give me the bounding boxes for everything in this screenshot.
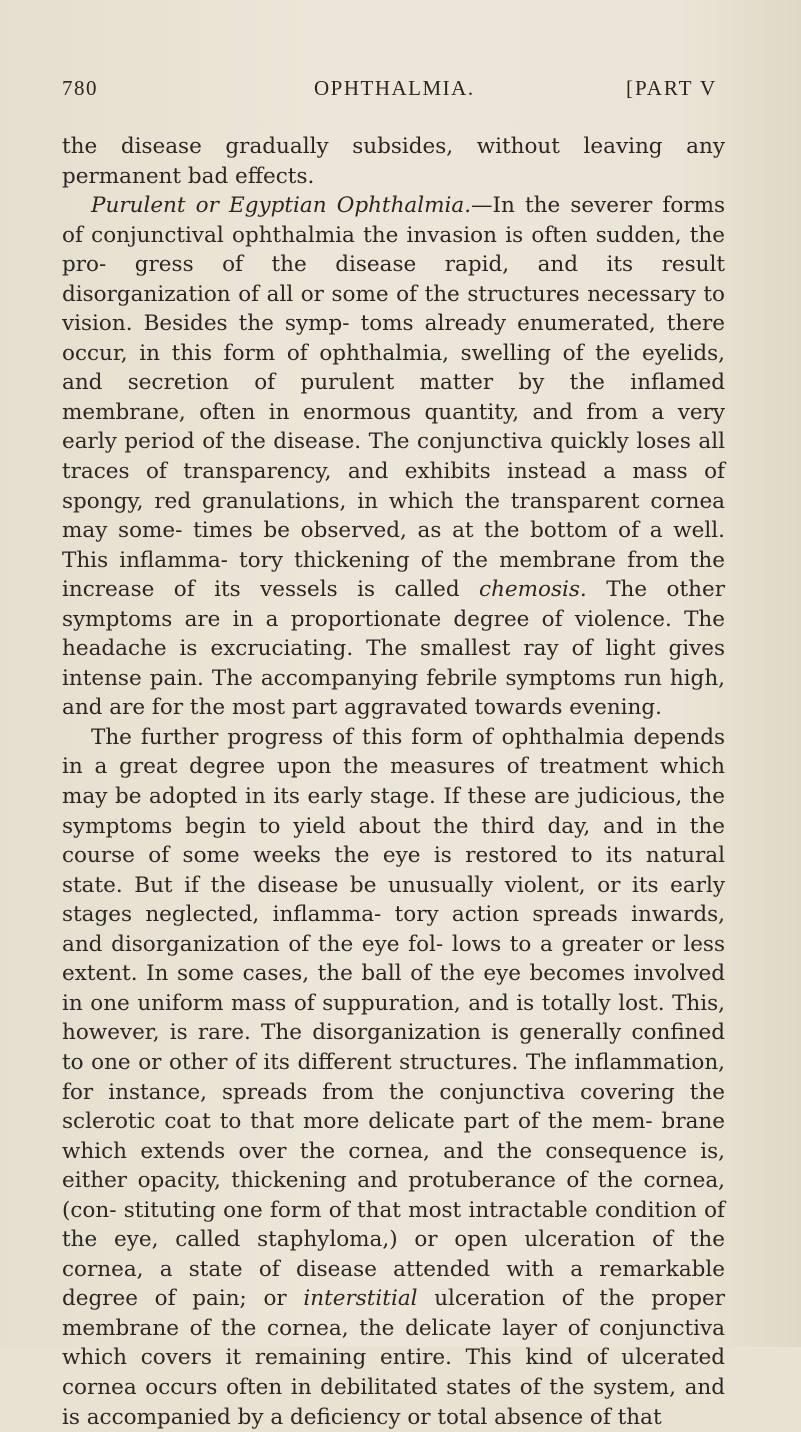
- section-heading: Purulent or Egyptian Ophthalmia.: [91, 193, 472, 219]
- paragraph-text: the disease gradually subsides, without leaving any permanent bad effects.: [62, 134, 725, 189]
- paragraph-text-continued: The other symptoms are in a proportionate degree of violence. The headache is excruciating. The smallest ray of light gives intense pain. The accompanying febrile symptoms run high, and are for the most part aggravated towards evening.: [62, 577, 725, 721]
- part-label: [PART V: [626, 76, 718, 100]
- paragraph-purulent-ophthalmia: [62, 191, 725, 723]
- paragraph-text: —In the severer forms of conjunctival ophthalmia the invasion is often sudden, the pro- gress of the disease rapid, and its result disorganization of all or some of the structures necessary to vision. Besides the symp- toms already enumerated, there occur, in this form of ophthalmia, swelling of the eyelids, and secretion of purulent matter by the inflamed membrane, often in enormous quantity, and from a very early period of the disease. The conjunctiva quickly loses all traces of transparency, and exhibits instead a mass of spongy, red granulations, in which the transparent cornea may some- times be observed, as at the bottom of a well. This inflamma- tory thickening of the membrane from the increase of its vessels is called: [62, 193, 725, 603]
- paragraph-continuation: [62, 132, 725, 191]
- paragraph-text: The further progress of this form of ophthalmia depends in a great degree upon the measures of treatment which may be adopted in its early stage. If these are judicious, the symptoms begin to yield about the third day, and in the course of some weeks the eye is restored to its natural state. But if the disease be unusually violent, or its early stages neglected, inflamma- tory action spreads inwards, and disorganization of the eye fol- lows to a greater or less extent. In some cases, the ball of the eye becomes involved in one uniform mass of suppuration, and is totally lost. This, however, is rare. The disorganization is generally confined to one or other of its different structures. The inflammation, for instance, spreads from the conjunctiva covering the sclerotic coat to that more delicate part of the mem- brane which extends over the cornea, and the consequence is, either opacity, thickening and protuberance of the cornea, (con- stituting one form of that most intractable condition of the eye, called staphyloma,) or open ulceration of the cornea, a state of disease attended with a remarkable degree of pain; or: [62, 724, 725, 1312]
- running-title: OPHTHALMIA.: [314, 76, 475, 100]
- page-header: [62, 76, 722, 112]
- italic-term: chemosis.: [479, 577, 587, 603]
- italic-term: interstitial: [303, 1286, 418, 1312]
- paragraph-further-progress: [62, 723, 725, 1432]
- body-text: [62, 132, 725, 1432]
- paragraph-text-continued: ulceration of the proper membrane of the cornea, the delicate layer of conjunctiva which covers it remaining entire. This kind of ulcerated cornea occurs often in debilitated states of the system, and is accompanied by a deficiency or total absence of that: [62, 1286, 726, 1430]
- page-number: 780: [62, 76, 98, 100]
